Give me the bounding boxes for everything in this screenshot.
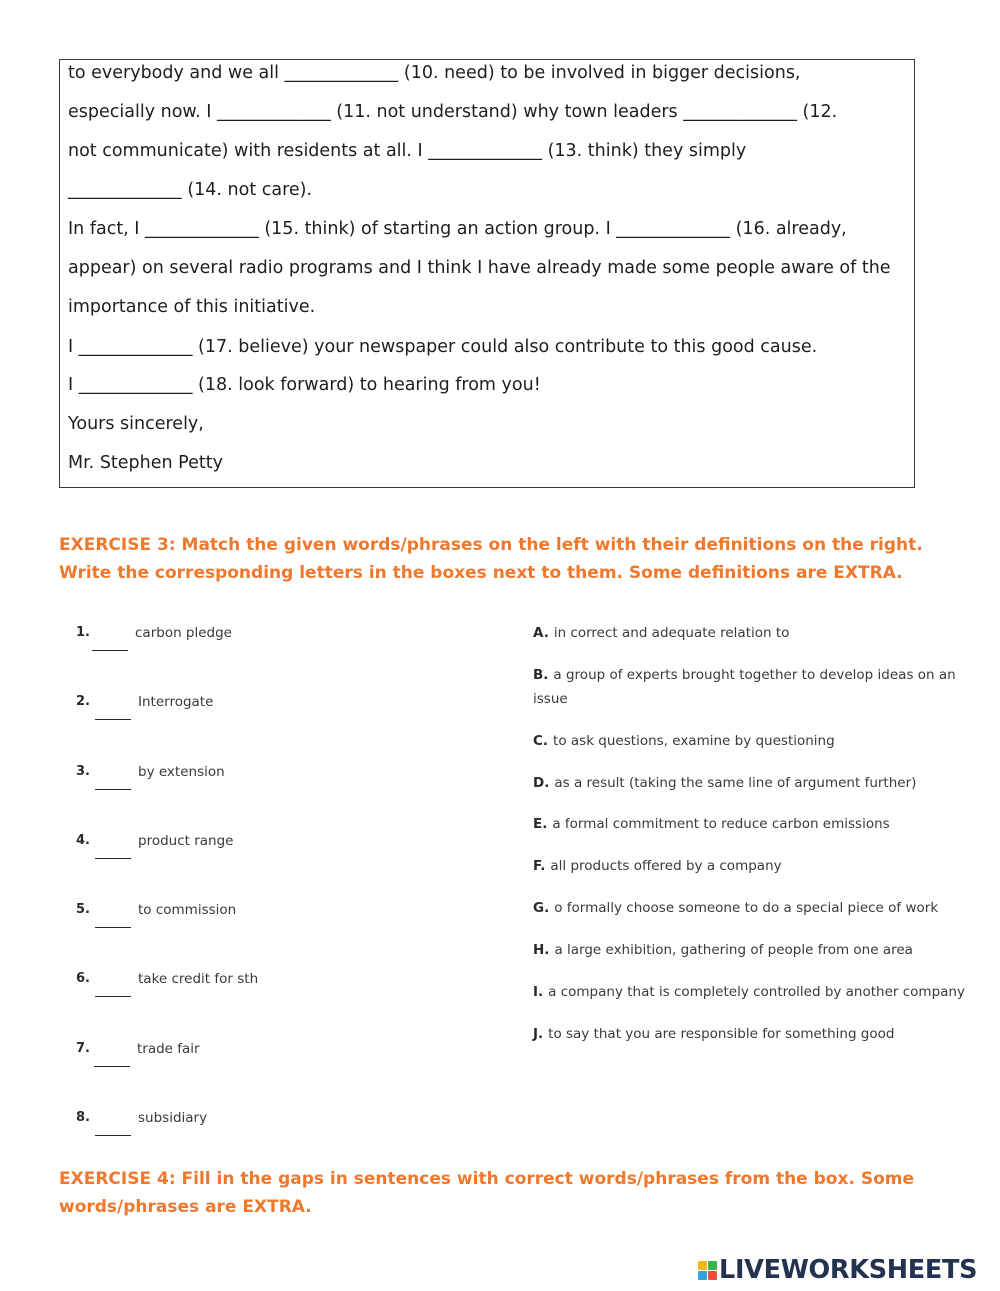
exercise3-heading-line1: EXERCISE 3: Match the given words/phrases on the left with their definitions on the right. — [59, 535, 923, 555]
letter-line: to everybody and we all _____________ (10. need) to be involved in bigger decisions, — [68, 63, 801, 83]
definition-text: a company that is completely controlled by another company — [548, 984, 965, 1000]
logo-text: LIVEWORKSHEETS — [719, 1255, 978, 1285]
definition-text: a large exhibition, gathering of people from one area — [554, 942, 913, 958]
term-number: 4. — [76, 833, 90, 848]
definition-letter: D. — [533, 775, 550, 791]
term-text: Interrogate — [138, 694, 214, 710]
term-number: 2. — [76, 694, 90, 709]
definition-item — [533, 775, 916, 791]
definition-text: a formal commitment to reduce carbon emissions — [552, 816, 890, 832]
definition-item — [533, 667, 956, 683]
answer-blank-8[interactable] — [95, 1135, 131, 1136]
term-text: carbon pledge — [135, 625, 232, 641]
definition-text: as a result (taking the same line of argument further) — [554, 775, 917, 791]
definition-text: to say that you are responsible for something good — [548, 1026, 895, 1042]
liveworksheets-grid-icon — [698, 1261, 717, 1280]
term-number: 3. — [76, 764, 90, 779]
exercise4-heading-line1: EXERCISE 4: Fill in the gaps in sentences with correct words/phrases from the box. Some — [59, 1169, 914, 1189]
liveworksheets-logo — [698, 1252, 977, 1288]
exercise4-heading-line2: words/phrases are EXTRA. — [59, 1197, 312, 1217]
letter-signature: Mr. Stephen Petty — [68, 453, 223, 473]
letter-line: In fact, I _____________ (15. think) of starting an action group. I _____________ (16. already, — [68, 219, 847, 239]
term-text: by extension — [138, 764, 225, 780]
letter-line: especially now. I _____________ (11. not understand) why town leaders _____________ (12. — [68, 102, 838, 122]
definition-text: all products offered by a company — [550, 858, 782, 874]
definition-text: a group of experts brought together to develop ideas on an — [553, 667, 956, 683]
answer-blank-5[interactable] — [95, 927, 131, 928]
term-number: 8. — [76, 1110, 90, 1125]
definition-item — [533, 984, 965, 1000]
letter-line: Yours sincerely, — [68, 414, 204, 434]
definition-letter: I. — [533, 984, 544, 1000]
definition-letter: B. — [533, 667, 549, 683]
definition-letter: C. — [533, 733, 549, 749]
answer-blank-7[interactable] — [94, 1066, 130, 1067]
letter-line: I _____________ (17. believe) your newspaper could also contribute to this good cause. — [68, 337, 818, 357]
definition-item — [533, 816, 890, 832]
answer-blank-6[interactable] — [95, 996, 131, 997]
definition-text: o formally choose someone to do a special piece of work — [554, 900, 939, 916]
letter-line: appear) on several radio programs and I think I have already made some people aware of the — [68, 258, 891, 278]
definition-letter: A. — [533, 625, 549, 641]
term-number: 1. — [76, 625, 90, 640]
exercise3-heading-line2: Write the corresponding letters in the boxes next to them. Some definitions are EXTRA. — [59, 563, 903, 583]
letter-text-box — [59, 59, 915, 488]
definition-item — [533, 942, 913, 958]
term-text: take credit for sth — [138, 971, 259, 987]
term-number: 6. — [76, 971, 90, 986]
term-text: subsidiary — [138, 1110, 208, 1126]
term-text: to commission — [138, 902, 237, 918]
definition-text: in correct and adequate relation to — [553, 625, 790, 641]
term-text: product range — [138, 833, 234, 849]
letter-line: not communicate) with residents at all. I _____________ (13. think) they simply — [68, 141, 747, 161]
definition-item — [533, 1026, 894, 1042]
definition-letter: J. — [533, 1026, 544, 1042]
letter-line: _____________ (14. not care). — [68, 180, 313, 200]
definition-text-continued: issue — [533, 691, 568, 707]
letter-line: I _____________ (18. look forward) to hearing from you! — [68, 375, 541, 395]
definition-letter: E. — [533, 816, 548, 832]
answer-blank-3[interactable] — [95, 789, 131, 790]
definition-text: to ask questions, examine by questioning — [553, 733, 835, 749]
definition-item — [533, 858, 782, 874]
definition-item — [533, 900, 938, 916]
answer-blank-1[interactable] — [92, 650, 128, 651]
definition-letter: H. — [533, 942, 550, 958]
term-number: 5. — [76, 902, 90, 917]
definition-letter: G. — [533, 900, 550, 916]
definition-item — [533, 733, 835, 749]
term-text: trade fair — [137, 1041, 200, 1057]
letter-line: importance of this initiative. — [68, 297, 316, 317]
answer-blank-4[interactable] — [95, 858, 131, 859]
definition-letter: F. — [533, 858, 546, 874]
answer-blank-2[interactable] — [95, 719, 131, 720]
term-number: 7. — [76, 1041, 90, 1056]
definition-item — [533, 625, 789, 641]
